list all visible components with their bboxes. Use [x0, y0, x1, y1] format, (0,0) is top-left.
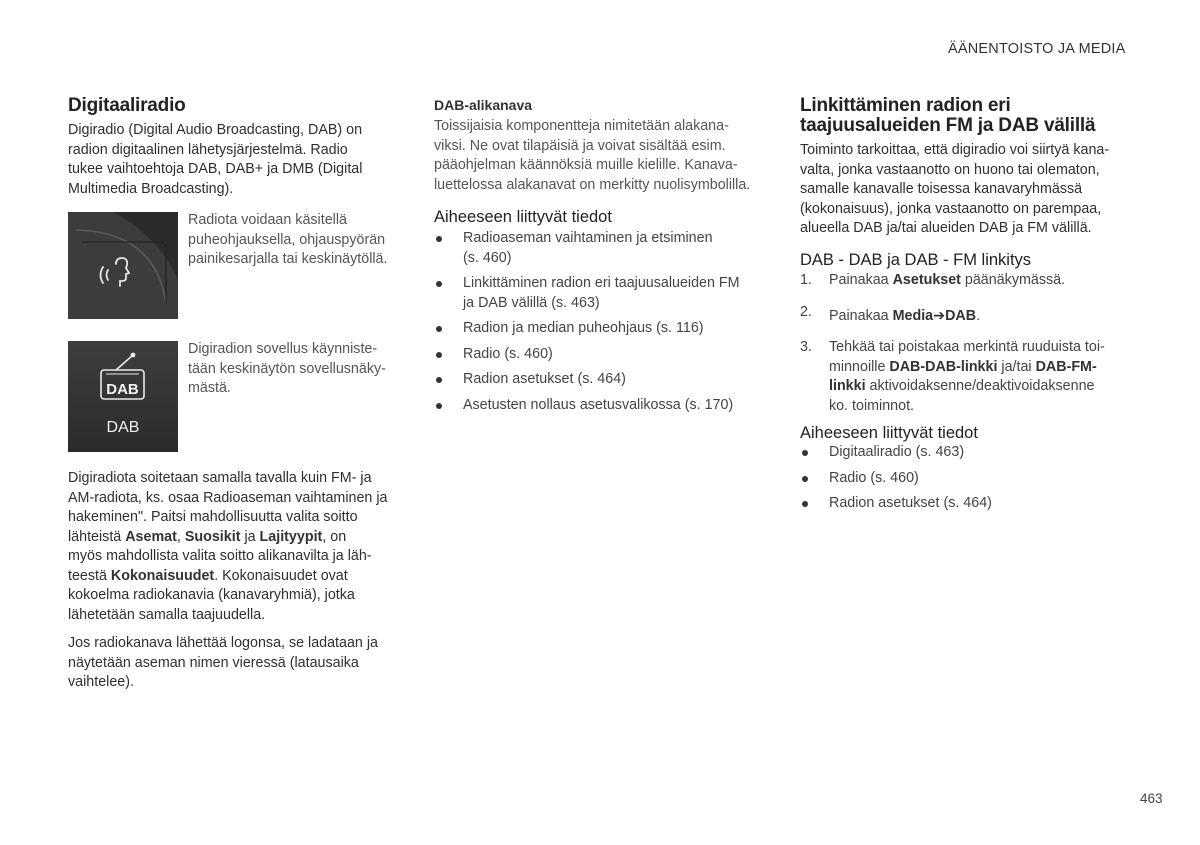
text-fragment: aktivoidaksenne/deaktivoidaksenne	[865, 378, 1095, 394]
related-info-title: Aiheeseen liittyvät tiedot	[800, 424, 978, 442]
related-links-list	[434, 229, 774, 421]
section-title: ÄÄNENTOISTO JA MEDIA	[948, 41, 1126, 57]
ui-term-lajityypit: Lajityypit	[259, 528, 323, 545]
dab-icon-label: DAB	[106, 381, 139, 398]
ui-term-dab: DAB	[945, 307, 977, 324]
dab-app-caption	[188, 340, 408, 399]
link-line: Radion asetukset (s. 464)	[829, 495, 992, 511]
link-line: Digitaaliradio (s. 463)	[829, 444, 965, 460]
text-fragment: Painakaa	[829, 307, 893, 324]
text-fragment: minnoille	[829, 358, 890, 375]
link-line: Radio (s. 460)	[829, 469, 919, 486]
text-line: Digiradiota soitetaan samalla tavalla kuin FM- ja	[68, 470, 372, 486]
related-link[interactable]	[434, 229, 774, 268]
text-fragment: , on	[322, 528, 347, 545]
text-line: ko. toiminnot.	[829, 397, 915, 414]
ui-term-dab-fm-linkki: DAB-FM-	[1035, 358, 1097, 375]
body-paragraph-3	[68, 634, 408, 693]
text-line: lähteistä	[68, 528, 126, 545]
steps-title: DAB - DAB ja DAB - FM linkitys	[800, 251, 1032, 269]
related-link[interactable]	[434, 274, 774, 313]
related-link[interactable]	[434, 345, 774, 365]
title-line: Linkittäminen radion eri	[800, 95, 1011, 116]
link-line: Linkittäminen radion eri taajuusalueiden FM	[463, 275, 740, 291]
related-link[interactable]	[434, 396, 774, 416]
body-paragraph-2	[68, 469, 408, 625]
related-info-title: Aiheeseen liittyvät tiedot	[434, 208, 612, 226]
caption-line: Radiota voidaan käsitellä	[188, 212, 347, 228]
intro-line: radion digitaalinen lähetysjärjestelmä. Radio	[68, 141, 348, 158]
text-line: näytetään aseman nimen vieressä (latausaika	[68, 654, 359, 671]
related-links-list	[800, 443, 1140, 520]
text-line: myös mahdollista valita soitto alikanavilta ja läh-	[68, 548, 372, 564]
caption-line: tään keskinäytön sovellusnäky-	[188, 360, 386, 377]
text-line: vaihtelee).	[68, 674, 134, 690]
ui-term-dab-fm-linkki: linkki	[829, 378, 866, 394]
text-fragment: ja	[240, 528, 260, 545]
related-link[interactable]	[800, 443, 1140, 463]
text-fragment: ja/tai	[997, 358, 1036, 375]
arrow-right-icon: ➔	[933, 307, 946, 324]
step-number: 2.	[800, 303, 812, 320]
link-line: Radioaseman vaihtaminen ja etsiminen	[463, 230, 713, 246]
related-link[interactable]	[434, 370, 774, 390]
ui-term-kokonaisuudet: Kokonaisuudet	[110, 567, 215, 584]
steps-list	[800, 271, 1140, 428]
related-link[interactable]	[800, 494, 1140, 514]
intro-line: Multimedia Broadcasting).	[68, 180, 234, 197]
text-line: luettelossa alakanavat on merkitty nuolisymbolilla.	[434, 176, 751, 193]
text-fragment: . Kokonaisuudet ovat	[214, 567, 348, 584]
step-number: 3.	[800, 339, 812, 355]
text-fragment: .	[976, 307, 981, 324]
text-line: samalle kanavalle toisessa kanavaryhmässä	[800, 181, 1083, 197]
page-number: 463	[1140, 791, 1163, 806]
text-line: Jos radiokanava lähettää logonsa, se ladataan ja	[68, 635, 378, 651]
ui-term-dab-dab-linkki: DAB-DAB-linkki	[889, 358, 998, 375]
text-fragment: Painakaa	[829, 272, 893, 288]
link-line: Radio (s. 460)	[463, 345, 553, 362]
caption-line: Digiradion sovellus käynniste-	[188, 341, 378, 357]
linking-intro	[800, 141, 1140, 239]
intro-line: tukee vaihtoehtoja DAB, DAB+ ja DMB (Digital	[68, 161, 363, 177]
step-item	[800, 303, 1140, 327]
text-line: pääohjelman käännöksiä muille kielille. Kanava-	[434, 157, 738, 173]
title-digitaaliradio: Digitaaliradio	[68, 95, 186, 116]
related-link[interactable]	[434, 319, 774, 339]
ui-term-asetukset: Asetukset	[892, 272, 961, 288]
related-link[interactable]	[800, 469, 1140, 489]
step-item	[800, 338, 1140, 416]
dab-tile-label: DAB	[106, 419, 140, 436]
link-line: Radion asetukset (s. 464)	[463, 371, 626, 387]
voice-control-caption	[188, 211, 408, 270]
intro-paragraph	[68, 121, 408, 199]
subtitle-dab-alikanava: DAB-alikanava	[434, 97, 533, 113]
text-line: lähetetään samalla taajuudella.	[68, 606, 266, 623]
text-line: alueella DAB ja/tai alueiden DAB ja FM välillä.	[800, 220, 1092, 236]
dab-subchannel-text	[434, 117, 774, 195]
text-line: teestä	[68, 567, 111, 584]
text-line: AM-radiota, ks. osaa Radioaseman vaihtaminen ja	[68, 489, 388, 506]
text-line: hakeminen". Paitsi mahdollisuutta valita soitto	[68, 509, 358, 525]
link-line: (s. 460)	[463, 249, 512, 266]
text-line: Tehkää tai poistakaa merkintä ruuduista toi-	[829, 339, 1105, 355]
ui-term-suosikit: Suosikit	[184, 528, 241, 545]
caption-line: mästä.	[188, 380, 231, 396]
title-linkitys	[800, 96, 1095, 136]
title-line: taajuusalueiden FM ja DAB välillä	[800, 115, 1096, 136]
text-fragment: ,	[176, 528, 185, 545]
text-line: kokoelma radiokanavia (kanavaryhmiä), jotka	[68, 587, 355, 603]
text-line: viksi. Ne ovat tilapäisiä ja voivat sisältää esim.	[434, 137, 726, 154]
text-fragment: päänäkymässä.	[960, 272, 1066, 288]
text-line: Toiminto tarkoittaa, että digiradio voi siirtyä kana-	[800, 142, 1110, 158]
voice-button-illustration	[68, 212, 178, 319]
text-line: Toissijaisia komponentteja nimitetään alakana-	[434, 118, 729, 134]
step-number: 1.	[800, 272, 812, 288]
dab-app-tile-image	[68, 341, 178, 452]
steering-wheel-voice-button-image	[68, 212, 178, 319]
link-line: Asetusten nollaus asetusvalikossa (s. 170)	[463, 396, 734, 413]
link-line: Radion ja median puheohjaus (s. 116)	[463, 320, 704, 336]
text-line: (kokonaisuus), jonka vastaanotto on parempaa,	[800, 200, 1102, 217]
ui-term-asemat: Asemat	[125, 528, 177, 545]
intro-line: Digiradio (Digital Audio Broadcasting, DAB) on	[68, 122, 363, 138]
ui-term-media: Media	[892, 307, 934, 324]
caption-line: puheohjauksella, ohjauspyörän	[188, 231, 386, 248]
step-item	[800, 271, 1140, 291]
dab-app-illustration	[68, 341, 178, 452]
link-line: ja DAB välillä (s. 463)	[463, 294, 600, 311]
text-line: valta, jonka vastaanotto on huono tai olematon,	[800, 161, 1100, 178]
caption-line: painikesarjalla tai keskinäytöllä.	[188, 251, 388, 267]
